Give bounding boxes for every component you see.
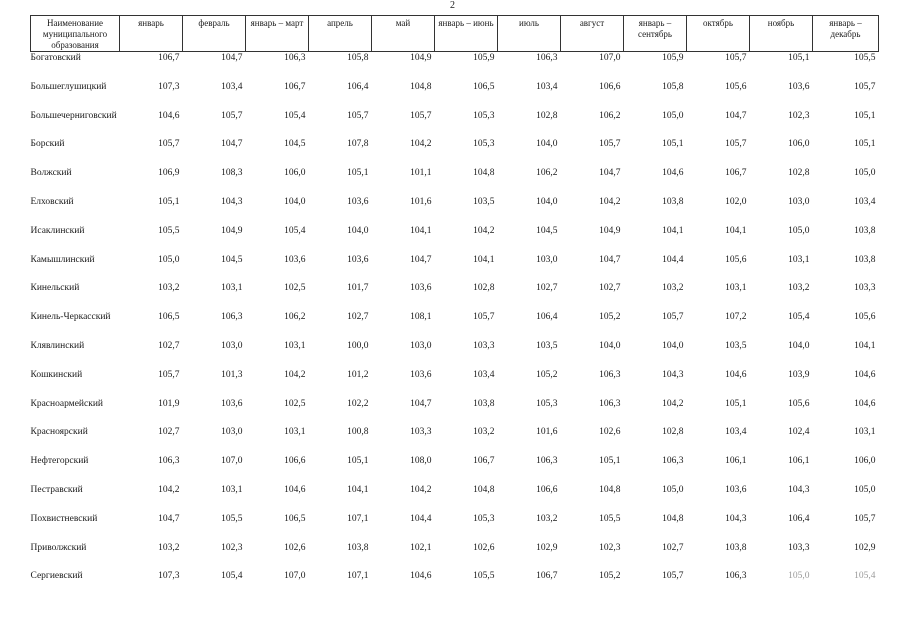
index-value: 104,5: [536, 225, 558, 236]
index-value: 105,7: [662, 571, 684, 582]
index-value: 105,1: [854, 110, 876, 121]
index-value: 104,7: [599, 254, 621, 265]
index-value: 104,2: [473, 225, 495, 236]
index-value: 104,1: [662, 225, 684, 236]
index-value: 105,1: [347, 456, 369, 467]
index-value: 105,5: [854, 53, 876, 63]
index-value: 104,0: [284, 196, 306, 207]
index-value: 102,8: [788, 168, 810, 179]
index-value: 106,3: [725, 571, 747, 582]
column-header: январь – март: [246, 16, 309, 52]
index-value: 103,0: [221, 340, 243, 351]
index-value: 105,7: [347, 110, 369, 121]
index-value: 105,0: [662, 110, 684, 121]
index-value: 105,1: [725, 398, 747, 409]
index-value: 102,6: [473, 542, 495, 553]
index-value: 105,3: [536, 398, 558, 409]
index-value: 107,0: [284, 571, 306, 582]
index-value: 104,2: [158, 484, 180, 495]
index-value: 101,9: [158, 398, 180, 409]
index-value: 105,7: [662, 312, 684, 323]
table-row: [31, 110, 879, 139]
index-value: 104,6: [725, 369, 747, 380]
index-value: 106,5: [473, 81, 495, 92]
index-value: 104,3: [221, 196, 243, 207]
table-body: [31, 52, 879, 600]
index-value: 102,7: [599, 283, 621, 294]
index-value: 103,8: [854, 225, 876, 236]
page-number: 2: [450, 0, 455, 11]
index-value: 104,9: [410, 53, 432, 63]
index-value: 103,4: [536, 81, 558, 92]
index-value: 105,7: [473, 312, 495, 323]
index-value: 103,2: [158, 283, 180, 294]
column-header: октябрь: [687, 16, 750, 52]
table-row: [31, 455, 879, 484]
index-value: 103,3: [854, 283, 876, 294]
municipality-name: Борский: [30, 139, 65, 150]
index-value: 103,6: [410, 283, 432, 294]
index-value: 101,2: [347, 369, 369, 380]
index-value: 102,3: [788, 110, 810, 121]
index-value: 104,2: [410, 139, 432, 150]
index-value: 105,7: [725, 139, 747, 150]
index-value: 104,8: [473, 484, 495, 495]
index-value: 103,6: [725, 484, 747, 495]
index-value: 102,6: [284, 542, 306, 553]
index-value: 107,1: [347, 513, 369, 524]
index-value: 105,9: [662, 53, 684, 63]
index-value: 105,6: [788, 398, 810, 409]
index-value: 104,9: [221, 225, 243, 236]
index-value: 101,6: [536, 427, 558, 438]
index-value: 103,3: [473, 340, 495, 351]
index-value: 103,8: [854, 254, 876, 265]
index-value: 103,8: [725, 542, 747, 553]
table-row: [31, 513, 879, 542]
index-value: 106,9: [158, 168, 180, 179]
index-value: 104,6: [410, 571, 432, 582]
index-value: 104,6: [854, 398, 876, 409]
column-header: август: [561, 16, 624, 52]
index-value: 108,3: [221, 168, 243, 179]
table-row: [31, 225, 879, 254]
index-value: 105,5: [158, 225, 180, 236]
index-value: 105,4: [284, 225, 306, 236]
index-value: 104,8: [599, 484, 621, 495]
index-value: 106,6: [536, 484, 558, 495]
index-value: 107,2: [725, 312, 747, 323]
municipality-name: Сергиевский: [30, 571, 83, 582]
table-row: [31, 196, 879, 225]
index-value: 102,7: [347, 312, 369, 323]
index-value: 103,0: [410, 340, 432, 351]
municipality-name: Волжский: [30, 168, 72, 179]
index-value: 106,6: [284, 456, 306, 467]
index-value: 104,3: [788, 484, 810, 495]
index-value: 104,8: [662, 513, 684, 524]
table-row: [31, 398, 879, 427]
index-value: 103,4: [221, 81, 243, 92]
index-value: 105,6: [725, 81, 747, 92]
index-value: 105,5: [221, 513, 243, 524]
index-value: 102,0: [725, 196, 747, 207]
table-row: [31, 311, 879, 340]
index-value: 106,7: [473, 456, 495, 467]
index-value: 106,2: [284, 312, 306, 323]
index-value: 107,1: [347, 571, 369, 582]
column-header: январь: [120, 16, 183, 52]
index-value: 103,5: [725, 340, 747, 351]
table-row: [31, 52, 879, 81]
index-value: 105,3: [473, 513, 495, 524]
index-value: 102,8: [536, 110, 558, 121]
index-value: 105,1: [662, 139, 684, 150]
index-value: 105,6: [854, 312, 876, 323]
index-value: 104,4: [410, 513, 432, 524]
municipality-name: Пестравский: [30, 484, 83, 495]
index-value: 106,4: [536, 312, 558, 323]
column-header: февраль: [183, 16, 246, 52]
column-header: январь – декабрь: [813, 16, 879, 52]
municipality-name: Похвистневский: [30, 513, 98, 524]
index-value: 105,0: [788, 571, 810, 582]
index-value: 105,7: [158, 139, 180, 150]
index-value: 106,0: [788, 139, 810, 150]
index-value: 102,9: [536, 542, 558, 553]
index-value: 103,1: [284, 340, 306, 351]
index-value: 106,6: [599, 81, 621, 92]
municipality-name: Кинель-Черкасский: [30, 312, 111, 323]
index-value: 101,1: [410, 168, 432, 179]
index-value: 102,8: [473, 283, 495, 294]
index-value: 107,0: [221, 456, 243, 467]
index-value: 103,2: [536, 513, 558, 524]
index-value: 103,4: [854, 196, 876, 207]
index-value: 102,5: [284, 283, 306, 294]
table-row: [31, 282, 879, 311]
column-header: ноябрь: [750, 16, 813, 52]
index-value: 106,3: [536, 53, 558, 63]
index-value: 105,1: [158, 196, 180, 207]
index-value: 106,3: [284, 53, 306, 63]
index-value: 104,9: [599, 225, 621, 236]
index-value: 103,1: [788, 254, 810, 265]
municipality-name: Большечерниговский: [30, 110, 117, 121]
index-value: 105,7: [854, 81, 876, 92]
index-value: 104,1: [725, 225, 747, 236]
index-value: 106,1: [788, 456, 810, 467]
index-value: 108,1: [410, 312, 432, 323]
index-value: 104,2: [410, 484, 432, 495]
index-value: 105,8: [662, 81, 684, 92]
index-value: 107,0: [599, 53, 621, 63]
index-value: 103,6: [788, 81, 810, 92]
index-value: 105,1: [347, 168, 369, 179]
index-value: 104,7: [221, 53, 243, 63]
index-value: 103,1: [725, 283, 747, 294]
index-value: 104,4: [662, 254, 684, 265]
index-value: 104,1: [410, 225, 432, 236]
index-value: 105,0: [854, 484, 876, 495]
index-value: 104,0: [536, 139, 558, 150]
index-value: 104,0: [599, 340, 621, 351]
index-value: 102,7: [158, 340, 180, 351]
index-value: 106,0: [284, 168, 306, 179]
index-value: 103,1: [221, 283, 243, 294]
table-row: [31, 167, 879, 196]
index-value: 102,5: [284, 398, 306, 409]
table-row: [31, 426, 879, 455]
municipality-name: Елховский: [30, 196, 74, 207]
column-header: июль: [498, 16, 561, 52]
index-value: 104,0: [347, 225, 369, 236]
table-row: [31, 138, 879, 167]
index-value: 107,8: [347, 139, 369, 150]
index-value: 104,6: [158, 110, 180, 121]
index-value: 104,0: [536, 196, 558, 207]
index-value: 104,5: [221, 254, 243, 265]
index-value: 105,3: [473, 139, 495, 150]
index-value: 105,4: [854, 571, 876, 582]
index-value: 103,0: [221, 427, 243, 438]
index-value: 106,5: [158, 312, 180, 323]
index-value: 103,5: [536, 340, 558, 351]
index-value: 105,7: [854, 513, 876, 524]
index-value: 105,5: [473, 571, 495, 582]
index-value: 104,1: [854, 340, 876, 351]
index-value: 106,0: [854, 456, 876, 467]
index-value: 106,1: [725, 456, 747, 467]
index-value: 104,0: [662, 340, 684, 351]
index-value: 103,8: [473, 398, 495, 409]
column-header: май: [372, 16, 435, 52]
index-value: 100,8: [347, 427, 369, 438]
table-row: [31, 484, 879, 513]
municipality-name: Большеглушицкий: [30, 81, 107, 92]
index-value: 106,3: [662, 456, 684, 467]
index-value: 103,2: [158, 542, 180, 553]
index-value: 105,0: [788, 225, 810, 236]
index-value: 102,3: [599, 542, 621, 553]
table-row: [31, 542, 879, 571]
municipality-name: Клявлинский: [30, 340, 85, 351]
index-value: 105,4: [221, 571, 243, 582]
index-value: 105,7: [221, 110, 243, 121]
index-value: 102,8: [662, 427, 684, 438]
index-value: 104,5: [284, 139, 306, 150]
index-value: 102,3: [221, 542, 243, 553]
index-value: 101,6: [410, 196, 432, 207]
index-value: 104,6: [854, 369, 876, 380]
table-row: [31, 340, 879, 369]
index-value: 102,6: [599, 427, 621, 438]
index-value: 104,7: [410, 398, 432, 409]
table-row: [31, 81, 879, 110]
index-value: 105,1: [788, 53, 810, 63]
index-value: 104,8: [473, 168, 495, 179]
index-value: 101,7: [347, 283, 369, 294]
index-value: 103,6: [347, 196, 369, 207]
index-value: 104,7: [221, 139, 243, 150]
index-value: 106,3: [599, 369, 621, 380]
index-value: 104,1: [347, 484, 369, 495]
index-value: 105,7: [725, 53, 747, 63]
index-value: 104,1: [473, 254, 495, 265]
index-value: 105,1: [854, 139, 876, 150]
index-value: 104,7: [410, 254, 432, 265]
index-value: 101,3: [221, 369, 243, 380]
index-value: 103,2: [662, 283, 684, 294]
index-value: 105,2: [599, 312, 621, 323]
index-value: 103,0: [788, 196, 810, 207]
index-value: 106,3: [221, 312, 243, 323]
index-value: 103,2: [473, 427, 495, 438]
index-value: 102,1: [410, 542, 432, 553]
column-header: январь – июнь: [435, 16, 498, 52]
index-value: 104,2: [662, 398, 684, 409]
index-value: 104,6: [662, 168, 684, 179]
municipality-name: Исаклинский: [30, 225, 85, 236]
index-value: 104,2: [284, 369, 306, 380]
index-value: 106,3: [158, 456, 180, 467]
index-value: 105,4: [284, 110, 306, 121]
index-value: 105,6: [725, 254, 747, 265]
index-value: 106,7: [536, 571, 558, 582]
data-table: [30, 15, 879, 599]
index-value: 106,3: [599, 398, 621, 409]
municipality-name: Кошкинский: [30, 369, 83, 380]
index-value: 108,0: [410, 456, 432, 467]
index-value: 103,6: [221, 398, 243, 409]
municipality-name: Приволжский: [30, 542, 87, 553]
index-value: 106,2: [599, 110, 621, 121]
index-value: 104,0: [788, 340, 810, 351]
index-value: 103,3: [410, 427, 432, 438]
index-value: 105,5: [599, 513, 621, 524]
index-value: 100,0: [347, 340, 369, 351]
index-value: 106,4: [347, 81, 369, 92]
index-value: 106,5: [284, 513, 306, 524]
header-row: [31, 16, 879, 52]
index-value: 105,0: [854, 168, 876, 179]
index-value: 104,7: [725, 110, 747, 121]
index-value: 106,7: [158, 53, 180, 63]
index-value: 107,3: [158, 571, 180, 582]
index-value: 107,3: [158, 81, 180, 92]
index-value: 103,3: [788, 542, 810, 553]
index-value: 102,4: [788, 427, 810, 438]
index-value: 102,9: [854, 542, 876, 553]
column-header: январь – сентябрь: [624, 16, 687, 52]
index-value: 104,3: [725, 513, 747, 524]
municipality-name: Нефтегорский: [30, 456, 89, 467]
index-value: 103,6: [284, 254, 306, 265]
index-value: 103,1: [221, 484, 243, 495]
municipality-name: Камышлинский: [30, 254, 95, 265]
index-value: 106,2: [536, 168, 558, 179]
index-value: 103,6: [410, 369, 432, 380]
index-value: 105,3: [473, 110, 495, 121]
index-value: 106,7: [284, 81, 306, 92]
index-value: 103,4: [725, 427, 747, 438]
index-value: 105,9: [473, 53, 495, 63]
index-value: 104,2: [599, 196, 621, 207]
index-value: 105,0: [158, 254, 180, 265]
index-value: 105,7: [158, 369, 180, 380]
municipality-name: Красноармейский: [30, 398, 103, 409]
index-value: 103,1: [854, 427, 876, 438]
index-value: 106,4: [788, 513, 810, 524]
municipality-name: Кинельский: [30, 283, 80, 294]
index-value: 103,8: [662, 196, 684, 207]
index-value: 106,7: [725, 168, 747, 179]
index-value: 103,8: [347, 542, 369, 553]
index-value: 104,7: [158, 513, 180, 524]
index-value: 103,9: [788, 369, 810, 380]
index-value: 103,1: [284, 427, 306, 438]
index-value: 104,6: [284, 484, 306, 495]
index-value: 105,8: [347, 53, 369, 63]
index-value: 104,3: [662, 369, 684, 380]
index-value: 105,7: [599, 139, 621, 150]
municipality-name: Богатовский: [30, 53, 81, 63]
index-value: 104,7: [599, 168, 621, 179]
index-value: 103,2: [788, 283, 810, 294]
table-row: [31, 254, 879, 283]
index-value: 104,8: [410, 81, 432, 92]
index-value: 105,2: [599, 571, 621, 582]
index-value: 102,7: [158, 427, 180, 438]
index-value: 103,0: [536, 254, 558, 265]
index-value: 105,2: [536, 369, 558, 380]
index-value: 102,2: [347, 398, 369, 409]
column-header-name: Наименование муниципального образования: [31, 16, 120, 52]
index-value: 102,7: [662, 542, 684, 553]
index-value: 105,7: [410, 110, 432, 121]
index-value: 105,4: [788, 312, 810, 323]
table-row: [31, 570, 879, 599]
municipality-name: Красноярский: [30, 427, 88, 438]
index-value: 106,3: [536, 456, 558, 467]
index-value: 105,0: [662, 484, 684, 495]
table-row: [31, 369, 879, 398]
index-value: 103,5: [473, 196, 495, 207]
index-value: 105,1: [599, 456, 621, 467]
index-value: 103,6: [347, 254, 369, 265]
column-header: апрель: [309, 16, 372, 52]
index-value: 103,4: [473, 369, 495, 380]
index-value: 102,7: [536, 283, 558, 294]
